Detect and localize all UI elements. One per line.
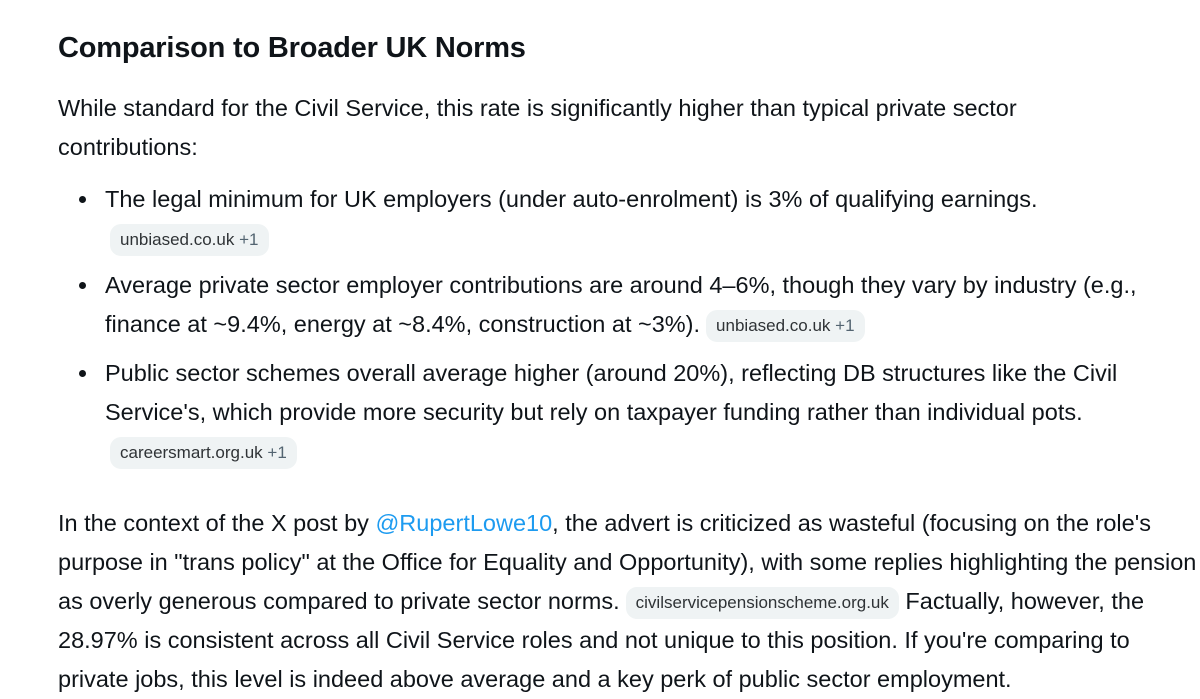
intro-paragraph: While standard for the Civil Service, this rate is significantly higher than typical private sector contributions: xyxy=(58,95,1017,160)
source-chip-label: careersmart.org.uk xyxy=(120,442,263,462)
closing-text-part3: Factually, however, the 28.97% is consistent across all Civil Service roles and not unique to this position. If you're comparing to private jobs, this level is indeed above average and a key perk of public sector employment. xyxy=(58,588,1145,692)
source-chip-count: +1 xyxy=(239,229,259,249)
source-chip-label: unbiased.co.uk xyxy=(120,229,235,249)
bullet-list xyxy=(58,180,1198,479)
closing-text-part2: , the advert is criticized as wasteful (focusing on the role's purpose in "trans policy" at the Office for Equality and Opportunity), with some replies highlighting the pension as overly generous compared to private sector norms. xyxy=(58,510,1197,614)
source-chip-count: +1 xyxy=(267,442,287,462)
closing-paragraph xyxy=(58,504,1200,699)
list-item-text: Public sector schemes overall average higher (around 20%), reflecting DB structures like the Civil Service's, which provide more security but rely on taxpayer funding rather than individual pots. xyxy=(105,360,1118,425)
source-chip[interactable] xyxy=(706,310,865,342)
list-item xyxy=(58,354,1198,471)
user-mention-link[interactable]: @RupertLowe10 xyxy=(375,510,553,536)
source-chip[interactable] xyxy=(626,587,899,619)
source-chip-count: +1 xyxy=(835,315,855,335)
closing-text-part1: In the context of the X post by xyxy=(58,510,376,536)
section-heading: Comparison to Broader UK Norms xyxy=(58,32,526,64)
source-chip[interactable] xyxy=(110,224,269,256)
bullet-dot-icon xyxy=(79,370,86,377)
list-item-text: Average private sector employer contributions are around 4–6%, though they vary by industry (e.g., finance at ~9.4%, energy at ~8.4%, construction at ~3%). xyxy=(105,272,1137,337)
list-item xyxy=(58,266,1198,344)
bullet-dot-icon xyxy=(79,196,86,203)
list-item xyxy=(58,180,1198,258)
source-chip-label: unbiased.co.uk xyxy=(716,315,831,335)
bullet-dot-icon xyxy=(79,282,86,289)
source-chip[interactable] xyxy=(110,437,297,469)
source-chip-label: civilservicepensionscheme.org.uk xyxy=(635,592,889,612)
list-item-text: The legal minimum for UK employers (under auto-enrolment) is 3% of qualifying earnings. xyxy=(105,186,1038,212)
